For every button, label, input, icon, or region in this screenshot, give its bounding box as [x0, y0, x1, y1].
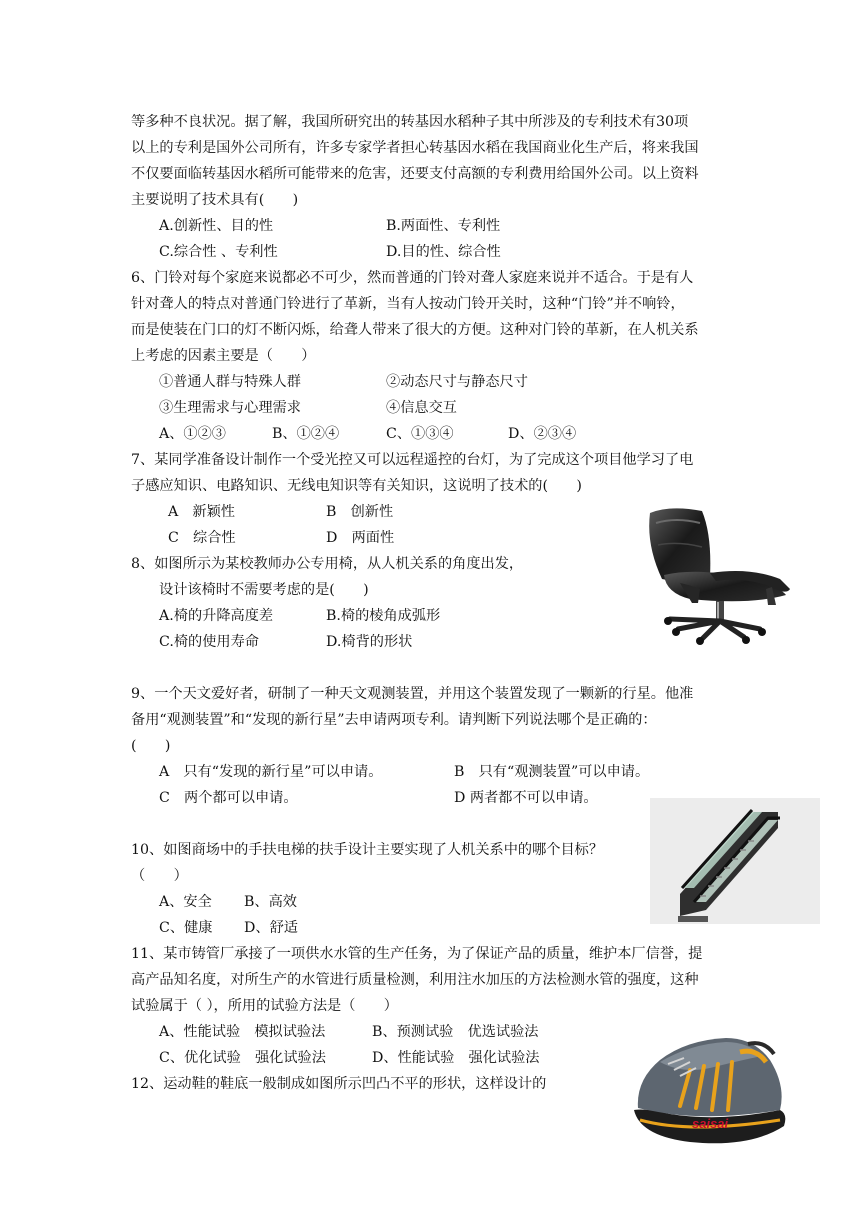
option-b: B、①②④ — [272, 426, 340, 442]
option-d: D 两者都不可以申请。 — [454, 790, 598, 806]
option-a: A.创新性、目的性 — [159, 218, 274, 234]
text-line: （ ） — [131, 868, 188, 884]
text-line: 不仅要面临转基因水稻所可能带来的危害，还要支付高额的专利费用给国外公司。以上资料 — [131, 166, 699, 182]
option-a: A 新颖性 — [168, 504, 235, 520]
question-7: 7、某同学准备设计制作一个受光控又可以远程遥控的台灯，为了完成这个项目他学习了电 — [131, 452, 694, 468]
text-line: 等多种不良状况。据了解，我国所研究出的转基因水稻种子其中所涉及的专利技术有30项 — [131, 114, 689, 130]
option-a: A、①②③ — [159, 426, 226, 442]
option-a: A、安全 — [159, 894, 212, 910]
option-c: C、优化试验 强化试验法 — [159, 1050, 326, 1066]
option-b: B、高效 — [244, 894, 297, 910]
option-b: B、预测试验 优选试验法 — [372, 1024, 539, 1040]
option-a: A、性能试验 模拟试验法 — [159, 1024, 326, 1040]
text-line: 子感应知识、电路知识、无线电知识等有关知识，这说明了技术的( ) — [131, 478, 582, 494]
option-d: D.目的性、综合性 — [386, 244, 501, 260]
text-line: ( ) — [131, 738, 171, 754]
question-11: 11、某市铸管厂承接了一项供水水管的生产任务，为了保证产品的质量，维护本厂信誉，提 — [131, 946, 703, 962]
text-line: 备用“观测装置”和“发现的新行星”去申请两项专利。请判断下列说法哪个是正确的： — [131, 712, 657, 728]
text-line: 高产品知名度，对所生产的水管进行质量检测，利用注水加压的方法检测水管的强度，这种 — [131, 972, 699, 988]
statement-4: ④信息交互 — [386, 400, 457, 416]
statement-3: ③生理需求与心理需求 — [159, 400, 301, 416]
text-line: 以上的专利是国外公司所有，许多专家学者担心转基因水稻在我国商业化生产后，将来我国 — [131, 140, 699, 156]
question-6: 6、门铃对每个家庭来说都必不可少，然而普通的门铃对聋人家庭来说并不适合。于是有人 — [131, 270, 694, 286]
option-c: C、健康 — [159, 920, 213, 936]
option-d: D、性能试验 强化试验法 — [372, 1050, 540, 1066]
option-d: D 两面性 — [326, 530, 395, 546]
option-c: C、①③④ — [386, 426, 454, 442]
office-chair-image — [640, 505, 800, 645]
option-b: B 只有“观测装置”可以申请。 — [454, 764, 650, 780]
question-10: 10、如图商场中的手扶电梯的扶手设计主要实现了人机关系中的哪个目标？ — [131, 842, 604, 858]
statement-1: ①普通人群与特殊人群 — [159, 374, 301, 390]
question-12: 12、运动鞋的鞋底一般制成如图所示凹凸不平的形状，这样设计的 — [131, 1076, 547, 1092]
option-b: B.两面性、专利性 — [386, 218, 501, 234]
text-line: 针对聋人的特点对普通门铃进行了革新，当有人按动门铃开关时，这种“门铃”并不响铃， — [131, 296, 685, 312]
text-line: 主要说明了技术具有( ) — [131, 192, 299, 208]
text-line: 而是使装在门口的灯不断闪烁，给聋人带来了很大的方便。这种对门铃的革新，在人机关系 — [131, 322, 699, 338]
escalator-image — [650, 798, 820, 924]
question-8: 8、如图所示为某校教师办公专用椅，从人机关系的角度出发， — [131, 556, 524, 572]
option-d: D、②③④ — [508, 426, 577, 442]
option-d: D、舒适 — [244, 920, 298, 936]
option-c: C.综合性 、专利性 — [159, 244, 278, 260]
option-d: D.椅背的形状 — [326, 634, 413, 650]
option-c: C.椅的使用寿命 — [159, 634, 259, 650]
text-line: 设计该椅时不需要考虑的是( ) — [159, 582, 369, 598]
option-a: A 只有“发现的新行星”可以申请。 — [159, 764, 383, 780]
option-b: B.椅的棱角成弧形 — [326, 608, 441, 624]
sports-shoe-image — [630, 1030, 790, 1150]
watermark-text: saisai — [692, 1116, 729, 1131]
question-9: 9、一个天文爱好者，研制了一种天文观测装置，并用这个装置发现了一颗新的行星。他准 — [131, 686, 694, 702]
statement-2: ②动态尺寸与静态尺寸 — [386, 374, 528, 390]
option-a: A.椅的升降高度差 — [159, 608, 274, 624]
text-line: 试验属于（ ），所用的试验方法是（ ） — [131, 998, 398, 1014]
option-c: C 两个都可以申请。 — [159, 790, 298, 806]
option-b: B 创新性 — [326, 504, 394, 520]
option-c: C 综合性 — [168, 530, 236, 546]
text-line: 上考虑的因素主要是（ ） — [131, 348, 316, 364]
